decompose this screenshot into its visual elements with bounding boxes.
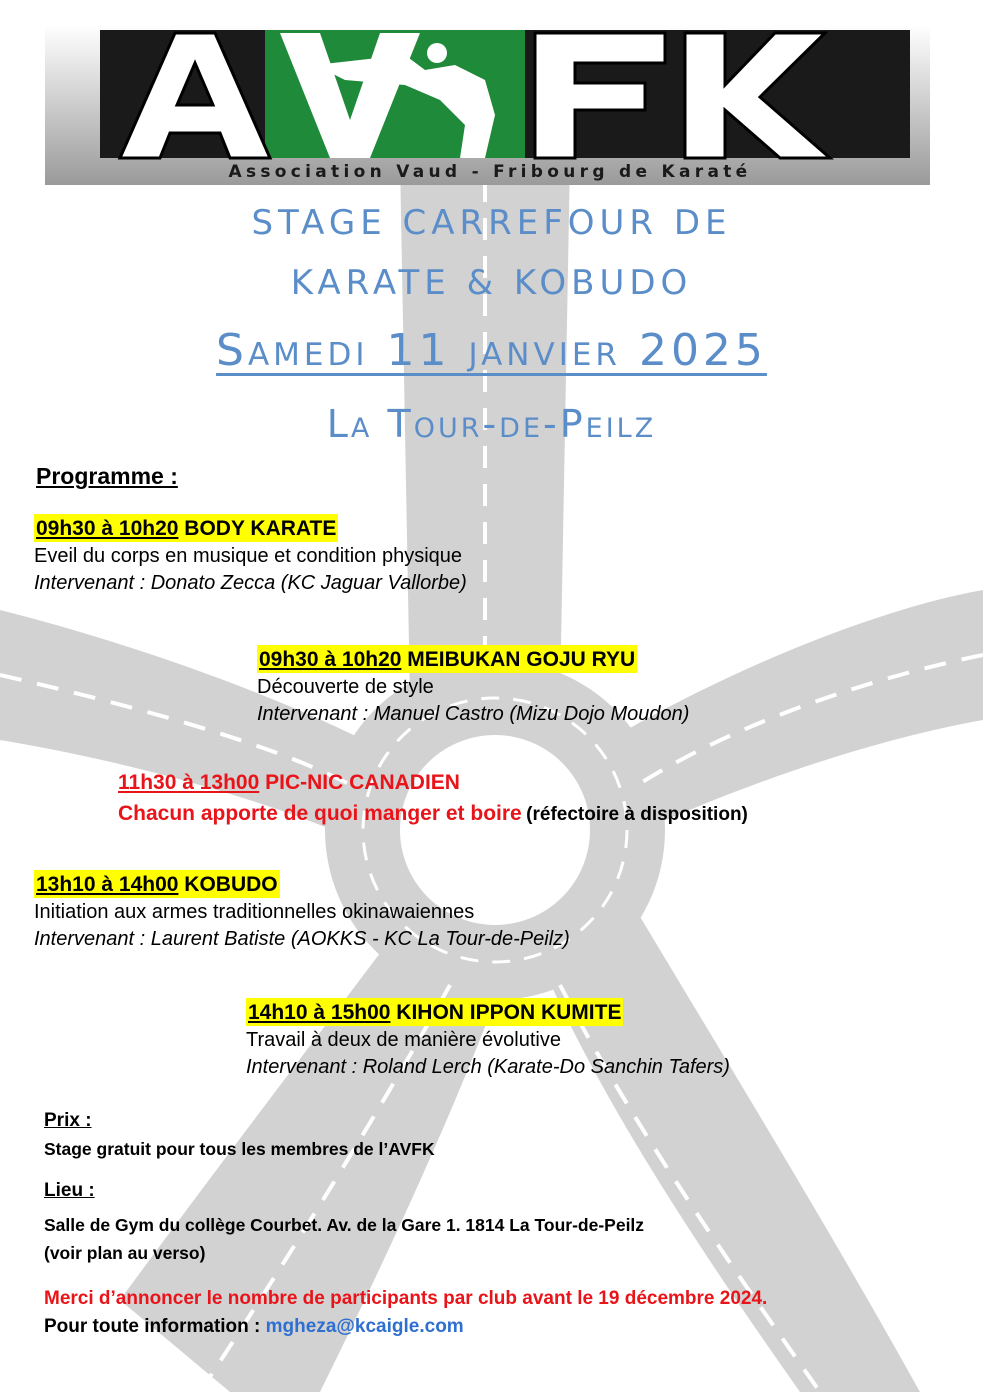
picnic-note: (réfectoire à disposition) xyxy=(526,804,748,825)
programme-heading: Programme : xyxy=(36,463,178,489)
prix-heading: Prix : xyxy=(44,1110,92,1131)
event-date xyxy=(0,325,983,376)
avfk-logo xyxy=(45,25,930,185)
session-time: 14h10 à 15h00 xyxy=(248,1001,391,1024)
session-header xyxy=(246,998,623,1026)
session-header xyxy=(257,645,637,673)
session-speaker: Intervenant : Roland Lerch (Karate-Do Sanchin Tafers) xyxy=(246,1056,730,1078)
session-description: Travail à deux de manière évolutive xyxy=(246,1029,561,1051)
session-description: Découverte de style xyxy=(257,676,434,698)
session-speaker: Intervenant : Donato Zecca (KC Jaguar Vallorbe) xyxy=(34,572,467,594)
registration-notice: Merci d’annoncer le nombre de participants par club avant le 19 décembre 2024. xyxy=(44,1288,768,1309)
session-name: KOBUDO xyxy=(184,873,278,896)
contact-label: Pour toute information : xyxy=(44,1316,261,1337)
picnic-time: 11h30 à 13h00 xyxy=(118,771,260,794)
session-time: 09h30 à 10h20 xyxy=(259,648,402,671)
session-body-karate xyxy=(34,514,467,597)
session-kihon-ippon-kumite xyxy=(246,998,730,1081)
session-time: 13h10 à 14h00 xyxy=(36,873,179,896)
logo-subtitle: Association Vaud - Fribourg de Karaté xyxy=(228,162,752,182)
session-header xyxy=(34,870,280,898)
prix-text: Stage gratuit pour tous les membres de l’AVFK xyxy=(44,1139,435,1159)
event-place: La Tour-de-Peilz xyxy=(326,402,657,446)
picnic-name: PIC-NIC CANADIEN xyxy=(265,771,460,794)
contact-email-link[interactable]: mgheza@kcaigle.com xyxy=(265,1316,464,1337)
event-date-text: Samedi 11 janvier 2025 xyxy=(216,325,767,376)
session-header xyxy=(34,514,338,542)
lieu-heading: Lieu : xyxy=(44,1180,95,1201)
session-description: Initiation aux armes traditionnelles okinawaiennes xyxy=(34,901,475,923)
session-name: MEIBUKAN GOJU RYU xyxy=(407,648,636,671)
session-speaker: Intervenant : Laurent Batiste (AOKKS - KC La Tour-de-Peilz) xyxy=(34,928,570,950)
picnic-line: Chacun apporte de quoi manger et boire xyxy=(118,802,522,825)
title-line-1: STAGE CARREFOUR DE xyxy=(251,203,732,243)
picnic-header xyxy=(118,768,748,798)
session-kobudo xyxy=(34,870,570,953)
lieu-note: (voir plan au verso) xyxy=(44,1243,206,1263)
session-name: BODY KARATE xyxy=(184,517,337,540)
session-picnic xyxy=(118,768,748,830)
session-speaker: Intervenant : Manuel Castro (Mizu Dojo Moudon) xyxy=(257,703,690,725)
session-description: Eveil du corps en musique et condition physique xyxy=(34,545,463,567)
lieu-address: Salle de Gym du collège Courbet. Av. de la Gare 1. 1814 La Tour-de-Peilz xyxy=(44,1215,645,1235)
session-time: 09h30 à 10h20 xyxy=(36,517,179,540)
title-line-2: KARATE & KOBUDO xyxy=(290,263,693,303)
session-name: KIHON IPPON KUMITE xyxy=(396,1001,622,1024)
session-meibukan xyxy=(257,645,689,728)
contact-line xyxy=(44,1316,464,1338)
